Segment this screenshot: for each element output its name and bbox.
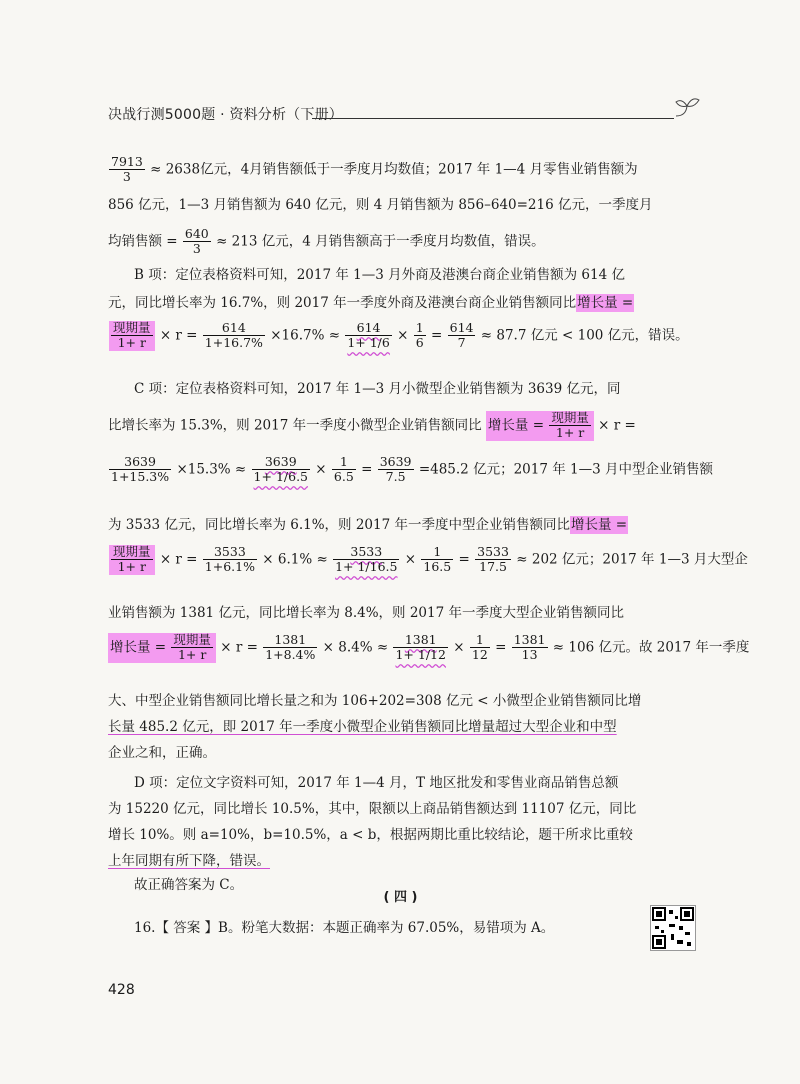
option-c-line-2: 比增长率为 15.3%，则 2017 年一季度小微型企业销售额同比 增长量 = $\frac{\text{现期量}}{1+ r}$ × r = bbox=[108, 410, 636, 441]
option-b-line-2: 元，同比增长率为 16.7%，则 2017 年一季度外商及港澳台商企业销售额同比增长量 = bbox=[108, 295, 634, 311]
conclusion-line: 故正确答案为 C。 bbox=[134, 877, 244, 893]
sprout-icon bbox=[672, 92, 702, 122]
highlight-formula-fraction: $\frac{\text{现期量}}{1+ r}$ bbox=[109, 321, 155, 351]
option-d-line-4: 上年同期有所下降，错误。 bbox=[108, 853, 270, 869]
option-c-line-10: 企业之和，正确。 bbox=[108, 745, 216, 761]
section-title: ( 四 ) bbox=[383, 890, 418, 905]
highlight-growth-formula: 增长量 = bbox=[577, 295, 634, 311]
running-header: 决战行测5000题 · 资料分析（下册） bbox=[108, 107, 343, 123]
option-c-line-5: $\frac{\text{现期量}}{1+ r}$ × r = $\frac{3533}{1+6.1\%}$ × 6.1% ≈ $\frac{3533}{1+ 1/16.5}$ × $\frac{1}{16.5}$ = $\frac{3533}{17.5}$ ≈ 202 亿元；2017 年 1—3 月大型企 bbox=[108, 545, 693, 575]
option-c-line-9: 长量 485.2 亿元，即 2017 年一季度小微型企业销售额同比增量超过大型企业和中型 bbox=[108, 719, 617, 735]
option-c-line-4: 为 3533 亿元，同比增长率为 6.1%，则 2017 年一季度中型企业销售额同比增长量 = bbox=[108, 517, 628, 533]
header-rule bbox=[312, 118, 674, 119]
line-2: 856 亿元，1—3 月销售额为 640 亿元，则 4 月销售额为 856–640=216 亿元，一季度月 bbox=[108, 197, 653, 213]
option-c-line-1: C 项：定位表格资料可知，2017 年 1—3 月小微型企业销售额为 3639 亿元，同 bbox=[134, 381, 621, 397]
option-c-line-3: $\frac{3639}{1+15.3\%}$ ×15.3% ≈ $\frac{3639}{1+ 1/6.5}$ × $\frac{1}{6.5}$ = $\frac{3639}{7.5}$ =485.2 亿元；2017 年 1—3 月中型企业销售额 bbox=[111, 454, 713, 485]
option-c-line-6: 业销售额为 1381 亿元，同比增长率为 8.4%，则 2017 年一季度大型企业销售额同比 bbox=[108, 605, 624, 621]
line-1: $\frac{7913}{3}$ ≈ 2638亿元，4月销售额低于一季度月均数值；2017 年 1—4 月零售业销售额为 bbox=[111, 154, 638, 185]
option-b-line-1: B 项：定位表格资料可知，2017 年 1—3 月外商及港澳台商企业销售额为 614 亿 bbox=[134, 267, 625, 283]
page-number: 428 bbox=[108, 982, 135, 998]
option-d-line-2: 为 15220 亿元，同比增长 10.5%，其中，限额以上商品销售额达到 11107 亿元，同比 bbox=[108, 801, 637, 817]
question-16-answer: 16.【 答案 】B。粉笔大数据：本题正确率为 67.05%，易错项为 A。 bbox=[134, 920, 555, 936]
fraction: $\frac{640}{3}$ bbox=[184, 226, 209, 257]
option-d-line-3: 增长 10%。则 a=10%，b=10.5%，a < b，根据两期比重比较结论，题干所求比重较 bbox=[108, 827, 633, 843]
option-c-line-7: 增长量 = $\frac{\text{现期量}}{1+ r}$ × r = $\frac{1381}{1+8.4\%}$ × 8.4% ≈ $\frac{1381}{1+ 1/12}$ × $\frac{1}{12}$ = $\frac{1381}{13}$ ≈ 106 亿元。故 2017 年一季度 bbox=[110, 632, 750, 663]
option-d-line-1: D 项：定位文字资料可知，2017 年 1—4 月，T 地区批发和零售业商品销售总额 bbox=[134, 775, 619, 791]
option-b-line-3: $\frac{\text{现期量}}{1+ r}$ × r = $\frac{614}{1+16.7\%}$ ×16.7% ≈ $\frac{614}{1+ 1/6}$ × $\frac{1}{6}$ = $\frac{614}{7}$ ≈ 87.7 亿元 < 100 亿元，错误。 bbox=[108, 321, 693, 351]
qr-code-icon[interactable] bbox=[650, 905, 696, 951]
fraction: $\frac{7913}{3}$ bbox=[111, 154, 143, 185]
wavy-underlined-fraction: $\frac{614}{1+ 1/6}$ bbox=[347, 320, 390, 351]
option-c-line-8: 大、中型企业销售额同比增长量之和为 106+202=308 亿元 < 小微型企业销售额同比增 bbox=[108, 693, 642, 709]
highlight-growth-formula: 增长量 = $\frac{\text{现期量}}{1+ r}$ bbox=[486, 411, 594, 441]
line-3: 均销售额 = $\frac{640}{3}$ ≈ 213 亿元，4 月销售额高于一季度月均数值，错误。 bbox=[108, 226, 545, 257]
